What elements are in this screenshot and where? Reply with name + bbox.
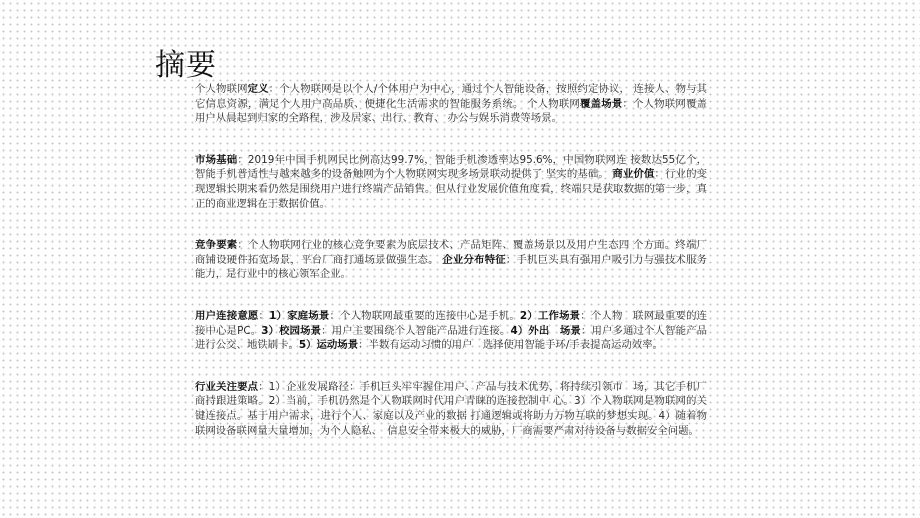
paragraph-industry-focus <box>195 380 707 438</box>
page-title: 摘要 <box>155 48 217 83</box>
paragraph-definition <box>195 82 707 126</box>
text-run: ：个人物联网行业的核心竞争要素为底层技术、产品矩阵、覆盖场景以及用户生态四 个方面。终端厂商铺设硬件拓宽场景，平台厂商打通场景做强生态。 <box>195 239 707 266</box>
keyword-outdoor-scene: 4）外出 场景 <box>510 324 581 337</box>
keyword-definition: 定义 <box>247 83 269 95</box>
text-run: ：用户多通过个人智能产品进行公交、地铁刷卡。 <box>195 324 707 352</box>
paragraph-market <box>195 153 707 211</box>
keyword-business-value: 商业价值 <box>612 168 655 181</box>
summary-content <box>195 82 707 465</box>
text-run: ：用户主要围绕个人智能产品进行连接。 <box>321 324 511 337</box>
text-run: ：个人物联网覆盖用户从晨起到归家的全路程，涉及居家、出行、教育、 办公与娱乐消费等场景。 <box>195 97 707 125</box>
keyword-coverage-scenarios: 覆盖场景 <box>580 97 623 110</box>
text-run: ：半数有运动习惯的用户 选择使用智能手环/手表提高运动效率。 <box>358 339 663 352</box>
text-run: ： <box>258 309 270 322</box>
keyword-industry-focus: 行业关注要点 <box>195 380 259 393</box>
text-run: 个人物联网 <box>195 83 248 95</box>
text-run: ：个人物联网是以个人/个体用户为中心，通过个人智能设备，按照约定协议， 连接人、物与其它信息资源，满足个人用户高品质、便捷化生活需求的智能服务系统。 个人物联网 <box>195 83 708 110</box>
text-run: ：手机巨头具有强用户吸引力与强技术服务能力，是行业中的核心领军企业。 <box>195 253 708 281</box>
paragraph-competition <box>195 238 707 282</box>
paragraph-user-connection <box>195 309 707 353</box>
text-run: ：2019年中国手机网民比例高达99.7%，智能手机渗透率达95.6%，中国物联网连 接数达55亿个，智能手机普适性与越来越多的设备触网为个人物联网实现多场景联动提供了 坚实的基础。 <box>195 153 707 181</box>
text-run: ：个人物 联网最重要的连接中心是PC。 <box>195 309 708 337</box>
keyword-enterprise-distribution: 企业分布特征 <box>442 253 506 266</box>
keyword-market-basis: 市场基础 <box>195 153 238 166</box>
text-run: ：个人物联网最重要的连接中心是手机。 <box>329 309 520 322</box>
keyword-campus-scene: 3）校园场景 <box>261 324 322 337</box>
keyword-competition-factors: 竞争要素 <box>195 239 238 252</box>
keyword-sports-scene: 5）运动场景 <box>298 339 359 352</box>
keyword-work-scene: 2）工作场景 <box>519 309 581 322</box>
text-run: ：1）企业发展路径：手机巨头牢牢握住用户、产品与技术优势，将持续引领市 场，其它手机厂商持跟进策略。2）当前，手机仍然是个人物联网时代用户青睐的连接控制中 心。3）个人物联网是物联网的关键连接点。基于用户需求，进行个人、家庭以及产业的数据 打通逻辑或将助力万物互联的梦想实现。4）随着物联网设备联网量大量增加，为个人隐私、 信息安全带来极大的威胁，厂商需要严肃对待设备与数据安全问题。 <box>195 380 708 437</box>
text-run: ：行业的变现逻辑长期来看仍然是围绕用户进行终端产品销售。但从行业发展价值角度看，终端只是获取数据的第一步，真正的商业逻辑在于数据价值。 <box>195 168 708 210</box>
keyword-user-willingness: 用户连接意愿 <box>195 309 259 322</box>
keyword-home-scene: 1）家庭场景 <box>269 309 330 322</box>
